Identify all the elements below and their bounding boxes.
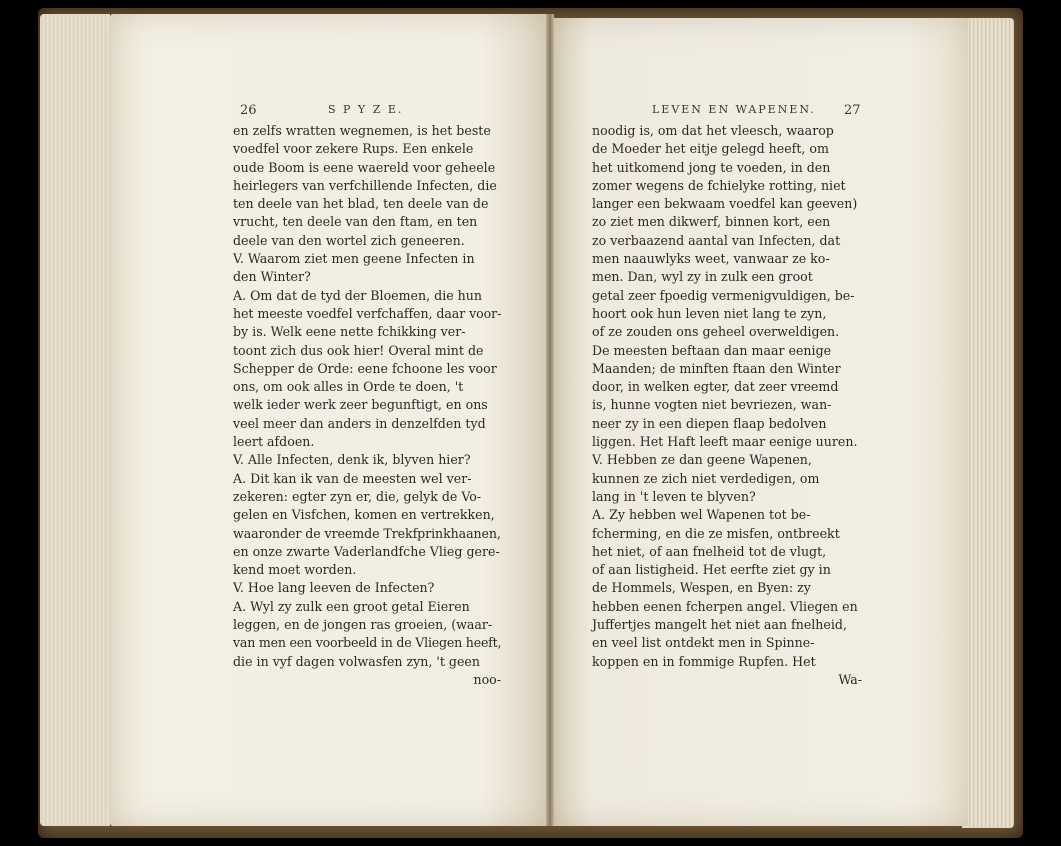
text-line: en zelfs wratten wegnemen, is het beste: [233, 123, 491, 138]
text-line: de Hommels, Wespen, en Byen: zy: [592, 580, 811, 596]
text-line: en veel list ontdekt men in Spinne-: [592, 635, 815, 651]
right-page-text: [592, 122, 862, 689]
text-line: De meesten beftaan dan maar eenige: [592, 342, 832, 358]
page-edges-left: [40, 14, 110, 826]
text-line: A. Dit kan ik van de meesten wel ver-: [233, 470, 472, 486]
right-running-head: LEVEN EN WAPENEN.: [652, 103, 816, 116]
text-line: men naauwlyks weet, vanwaar ze ko-: [592, 251, 830, 267]
text-line: zekeren: egter zyn er, die, gelyk de Vo-: [233, 488, 482, 504]
text-line: zo verbaazend aantal van Infecten, dat: [592, 232, 841, 248]
text-line: A. Zy hebben wel Wapenen tot be-: [592, 507, 811, 523]
text-line: V. Alle Infecten, denk ik, blyven hier?: [233, 452, 471, 468]
text-line: heirlegers van verfchillende Infecten, die: [233, 177, 497, 193]
text-line: voedfel voor zekere Rups. Een enkele: [233, 141, 474, 157]
text-line: A. Wyl zy zulk een groot getal Eieren: [233, 598, 470, 614]
text-line: de Moeder het eitje gelegd heeft, om: [592, 141, 829, 157]
text-line: het meeste voedfel verfchaffen, daar voor-: [233, 305, 502, 321]
right-page-number: 27: [844, 103, 861, 118]
text-line: getal zeer fpoedig vermenigvuldigen, be-: [592, 287, 855, 303]
text-line: van men een voorbeeld in de Vliegen heeft,: [233, 635, 502, 651]
text-line: gelen en Visfchen, komen en vertrekken,: [233, 507, 495, 523]
text-line: neer zy in een diepen flaap bedolven: [592, 415, 827, 431]
text-line: toont zich dus ook hier! Overal mint de: [233, 342, 484, 358]
text-line: hebben eenen fcherpen angel. Vliegen en: [592, 598, 858, 614]
text-line: kunnen ze zich niet verdedigen, om: [592, 470, 820, 486]
text-line: is, hunne vogten niet bevriezen, wan-: [592, 397, 832, 413]
text-line: Schepper de Orde: eene fchoone les voor: [233, 360, 497, 376]
text-line: langer een bekwaam voedfel kan geeven): [592, 196, 858, 212]
text-line: A. Om dat de tyd der Bloemen, die hun: [233, 287, 483, 303]
text-line: V. Hebben ze dan geene Wapenen,: [592, 452, 812, 468]
text-line: kend moet worden.: [233, 562, 357, 578]
text-line: ons, om ook alles in Orde te doen, 't: [233, 379, 464, 395]
text-line: zo ziet men dikwerf, binnen kort, een: [592, 214, 831, 230]
text-line: veel meer dan anders in denzelfden tyd: [233, 415, 486, 431]
text-line: liggen. Het Haft leeft maar eenige uuren.: [592, 434, 858, 450]
text-line: V. Waarom ziet men geene Infecten in: [233, 251, 475, 267]
text-line: fcherming, en die ze misfen, ontbreekt: [592, 525, 840, 541]
text-line: en onze zwarte Vaderlandfche Vlieg gere-: [233, 543, 500, 559]
text-line: leert afdoen.: [233, 434, 315, 450]
left-page-number: 26: [240, 103, 257, 118]
text-line: vrucht, ten deele van den ftam, en ten: [233, 214, 478, 230]
text-line: men. Dan, wyl zy in zulk een groot: [592, 269, 813, 285]
text-line: noodig is, om dat het vleesch, waarop: [592, 123, 834, 138]
text-line: door, in welken egter, dat zeer vreemd: [592, 379, 839, 395]
text-line: V. Hoe lang leeven de Infecten?: [233, 580, 435, 596]
text-line: welk ieder werk zeer begunftigt, en ons: [233, 397, 488, 413]
text-line: lang in 't leven te blyven?: [592, 488, 756, 504]
text-line: leggen, en de jongen ras groeien, (waar-: [233, 617, 493, 633]
left-page-text: [233, 122, 501, 689]
catchword: Wa-: [838, 671, 862, 687]
text-line: koppen en in fommige Rupfen. Het: [592, 653, 816, 669]
text-line: ten deele van het blad, ten deele van de: [233, 196, 489, 212]
text-line: hoort ook hun leven niet lang te zyn,: [592, 305, 827, 321]
text-line: of ze zouden ons geheel overweldigen.: [592, 324, 840, 340]
text-line: oude Boom is eene waereld voor geheele: [233, 159, 496, 175]
left-running-head: S P Y Z E.: [328, 103, 404, 116]
text-line: of aan listigheid. Het eerfte ziet gy in: [592, 562, 831, 578]
text-line: waaronder de vreemde Trekfprinkhaanen,: [233, 525, 501, 541]
text-line: het niet, of aan fnelheid tot de vlugt,: [592, 543, 827, 559]
text-line: deele van den wortel zich geneeren.: [233, 232, 465, 248]
text-line: het uitkomend jong te voeden, in den: [592, 159, 831, 175]
page-edges-right: [962, 18, 1014, 828]
text-line: zomer wegens de fchielyke rotting, niet: [592, 177, 846, 193]
text-line: den Winter?: [233, 269, 311, 285]
text-line: by is. Welk eene nette fchikking ver-: [233, 324, 466, 340]
text-line: Juffertjes mangelt het niet aan fnelheid,: [592, 617, 847, 633]
catchword: noo-: [473, 671, 501, 687]
book-gutter: [546, 14, 554, 826]
text-line: Maanden; de minften ftaan den Winter: [592, 360, 841, 376]
text-line: die in vyf dagen volwasfen zyn, 't geen: [233, 653, 480, 669]
